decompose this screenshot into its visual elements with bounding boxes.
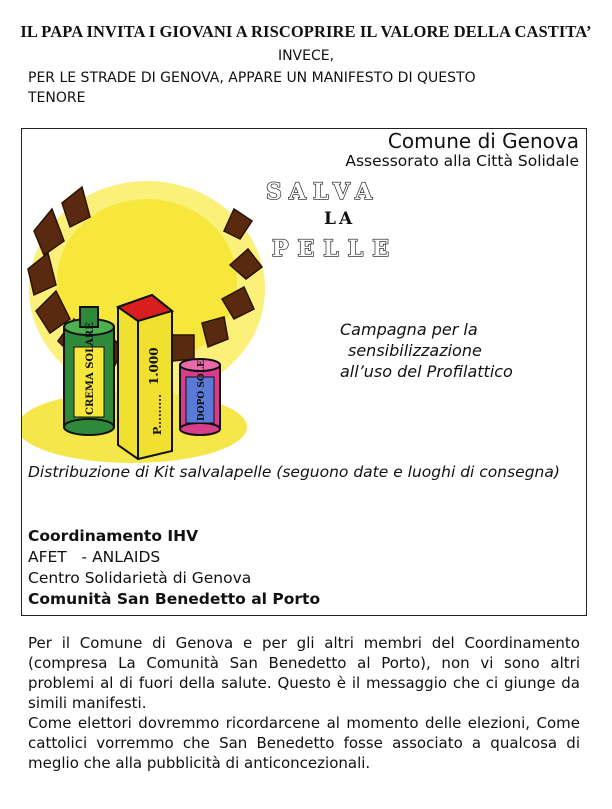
poster-title-pelle: PELLE — [272, 236, 399, 262]
campaign-line-2: sensibilizzazione — [348, 341, 482, 360]
campaign-line-1: Campagna per la — [340, 320, 478, 339]
closing-text — [28, 633, 580, 773]
contact-coordinamento: Coordinamento IHV — [28, 527, 199, 545]
closing-paragraph-2: Come elettori dovremmo ricordarcene al momento delle elezioni, Come cattolici vorremmo che San Benedetto fosse associato a qualcosa di meglio che alla pubblicità di anticoncezionali. — [28, 714, 580, 772]
closing-paragraph-1: Per il Comune di Genova e per gli altri membri del Coordinamento (compresa La Comunità San Benedetto al Porto), non vi sono altri problemi al di fuori della salute. Questo è il messaggio che ci giunge da simili manifesti. — [28, 634, 580, 712]
poster-comune: Comune di Genova — [387, 129, 579, 153]
box-label-top: 1.000 — [147, 347, 161, 385]
contacts-list — [28, 526, 320, 610]
poster-title-la: LA — [324, 209, 356, 229]
contact-san-benedetto: Comunità San Benedetto al Porto — [28, 590, 321, 608]
campaign-text — [340, 319, 513, 382]
intro-line-1: PER LE STRADE DI GENOVA, APPARE UN MANIFESTO DI QUESTO — [28, 70, 476, 86]
contact-centro-solidarieta: Centro Solidarietà di Genova — [28, 569, 252, 587]
distribution-text: Distribuzione di Kit salvalapelle (seguono date e luoghi di consegna) — [28, 463, 560, 481]
sun-and-kit-illustration — [22, 169, 272, 469]
intro-line-2: TENORE — [28, 90, 86, 106]
contact-afet-anlaids: AFET - ANLAIDS — [28, 548, 161, 566]
crema-solare-label: CREMA SOLARE — [85, 322, 96, 415]
poster — [21, 128, 587, 616]
headline: IL PAPA INVITA I GIOVANI A RISCOPRIRE IL VALORE DELLA CASTITA’ — [20, 22, 592, 41]
campaign-line-3: all’uso del Profilattico — [340, 362, 513, 381]
intro-text — [28, 68, 588, 108]
dopo-sole-label: DOPO SOLE — [197, 360, 207, 421]
poster-title-salva: SALVA — [266, 179, 380, 205]
invece-line: INVECE, — [277, 48, 335, 64]
poster-assessorato: Assessorato alla Città Solidale — [345, 152, 579, 170]
box-label-bottom: P......... — [151, 394, 164, 435]
